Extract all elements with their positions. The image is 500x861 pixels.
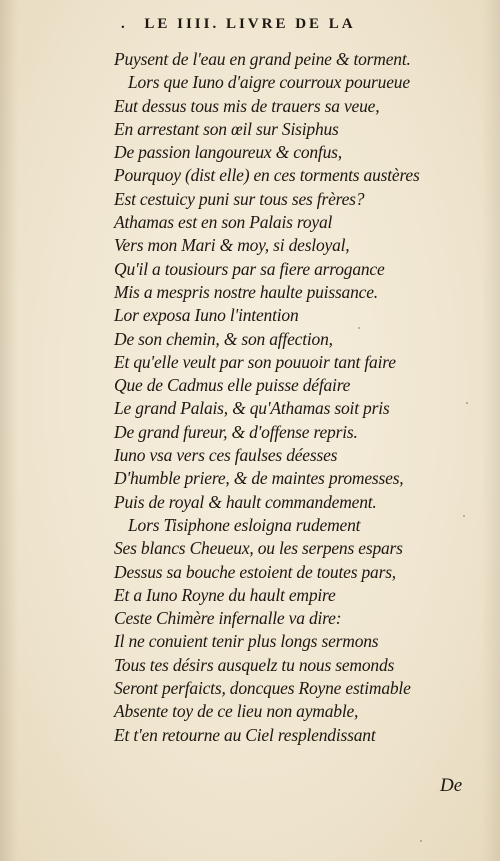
verse-line: Tous tes désirs ausquelz tu nous semonds <box>114 654 395 675</box>
verse-line: Qu'il a tousiours par sa fiere arrogance <box>114 258 385 279</box>
verse-line: Mis a mespris nostre haulte puissance. <box>114 281 378 302</box>
verse-line: De son chemin, & son affection, <box>114 328 333 349</box>
verse-line: Athamas est en son Palais royal <box>114 212 333 233</box>
verse-line: Ceste Chimère infernalle va dire: <box>114 608 342 629</box>
verse-line: Puysent de l'eau en grand peine & torment. <box>114 49 411 69</box>
verse-line: Absente toy de ce lieu non aymable, <box>114 701 359 722</box>
verse-line: Eut dessus tous mis de trauers sa veue, <box>114 95 380 116</box>
paper-speck <box>420 840 422 842</box>
verse-line: Et t'en retourne au Ciel resplendissant <box>114 724 376 745</box>
verse-line: De grand fureur, & d'offense repris. <box>114 421 358 442</box>
verse-line: Lors que Iuno d'aigre courroux pourueue <box>128 72 410 93</box>
paper-speck <box>466 402 468 404</box>
running-head-title: LE IIII. LIVRE DE LA <box>144 16 356 32</box>
verse-line: Il ne conuient tenir plus longs sermons <box>114 631 379 652</box>
verse-line: Iuno vsa vers ces faulses déesses <box>114 445 338 466</box>
verse-line: Lor exposa Iuno l'intention <box>114 305 299 326</box>
verse-line: Seront perfaicts, doncques Royne estimable <box>114 678 411 699</box>
running-head-dot: . <box>121 16 128 32</box>
verse-line: Que de Cadmus elle puisse défaire <box>114 375 351 396</box>
verse-line: Puis de royal & hault commandement. <box>114 491 377 512</box>
verse-line: Ses blancs Cheueux, ou les serpens espars <box>114 538 403 559</box>
catchword: De <box>440 775 463 796</box>
verse-line: Et qu'elle veult par son pouuoir tant faire <box>114 351 396 372</box>
paper-speck <box>463 515 465 517</box>
verse-line: Et a Iuno Royne du hault empire <box>114 584 336 605</box>
verse-line: De passion langoureux & confus, <box>114 142 342 163</box>
verse-line: Dessus sa bouche estoient de toutes pars, <box>114 561 396 582</box>
verse-line: Pourquoy (dist elle) en ces torments austères <box>114 165 420 186</box>
verse-line: Lors Tisiphone esloigna rudement <box>128 514 361 535</box>
verse-line: En arrestant son œil sur Sisiphus <box>114 118 339 139</box>
running-head <box>0 16 500 33</box>
verse-line: Est cestuicy puni sur tous ses frères? <box>114 188 365 209</box>
verse-line: Vers mon Mari & moy, si desloyal, <box>114 235 350 256</box>
verse-line: Le grand Palais, & qu'Athamas soit pris <box>114 398 390 419</box>
verse-list <box>114 48 494 747</box>
page-gutter-shadow <box>0 0 18 861</box>
paper-speck <box>358 327 360 329</box>
verse-line: D'humble priere, & de maintes promesses, <box>114 468 404 489</box>
